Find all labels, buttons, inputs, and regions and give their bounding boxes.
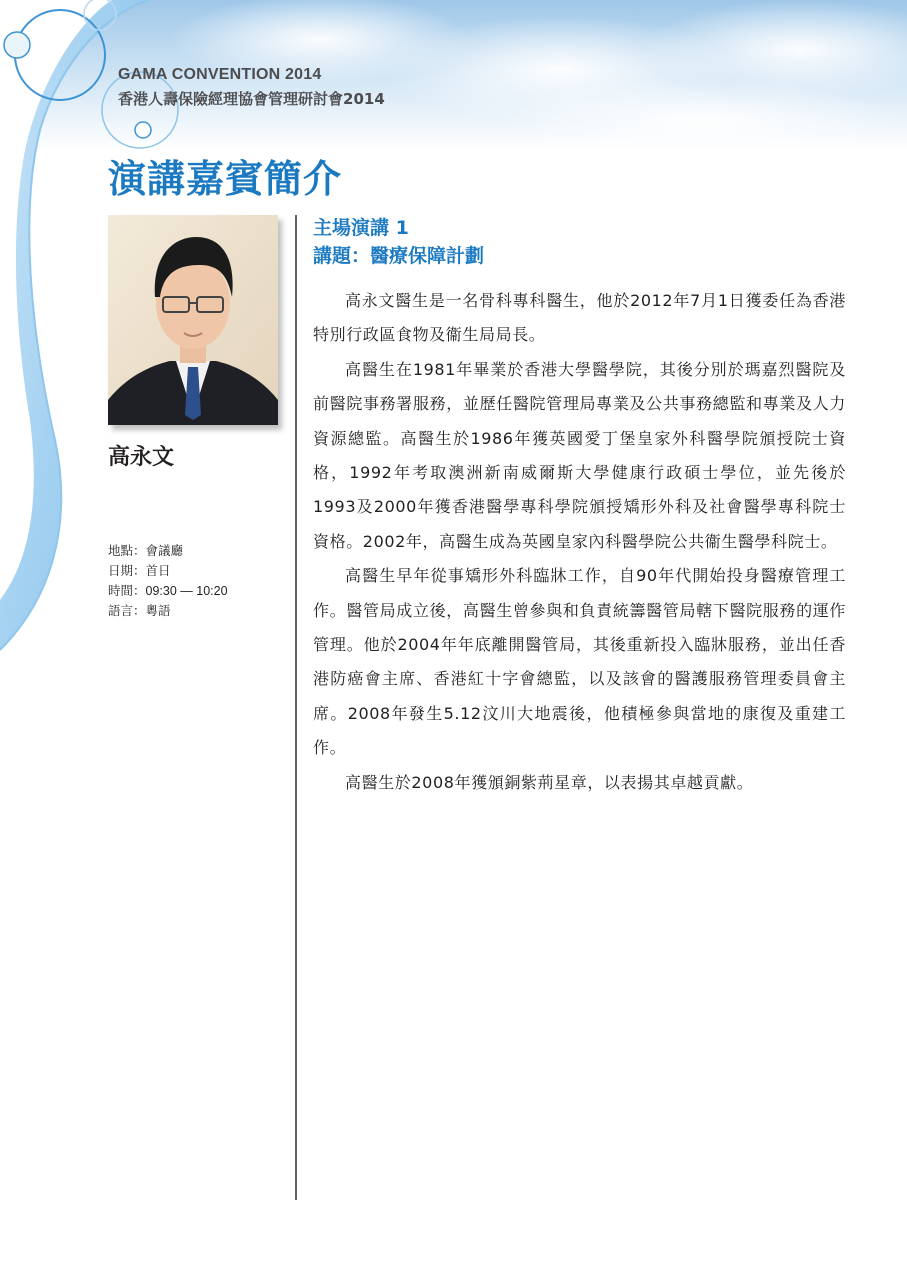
session-topic: 講題：醫療保障計劃 — [313, 245, 485, 267]
session-details — [108, 541, 288, 621]
detail-value: 09:30 — 10:20 — [145, 584, 228, 598]
detail-value: 粵語 — [145, 604, 171, 618]
bio-paragraph: 高醫生在1981年畢業於香港大學醫學院，其後分別於瑪嘉烈醫院及前醫院事務署服務，並歷任醫院管理局專業及公共事務總監和專業及人力資源總監。高醫生於1986年獲英國愛丁堡皇家外科醫學院頒授院士資格，1992年考取澳洲新南威爾斯大學健康行政碩士學位，並先後於1993及2000年獲香港醫學專科學院頒授矯形外科及社會醫學專科院士資格。2002年，高醫生成為英國皇家內科醫學院公共衞生醫學科院士。 — [313, 359, 846, 551]
speaker-biography — [313, 284, 846, 800]
bio-paragraph: 高永文醫生是一名骨科專科醫生，他於2012年7月1日獲委任為香港特別行政區食物及衞生局局長。 — [313, 291, 846, 345]
page-title: 演講嘉賓簡介 — [108, 157, 343, 201]
detail-date — [108, 561, 288, 581]
main-content — [313, 214, 846, 800]
detail-language — [108, 601, 288, 621]
speaker-name: 高永文 — [108, 445, 175, 470]
detail-label: 地點： — [108, 544, 146, 558]
bio-paragraph: 高醫生早年從事矯形外科臨牀工作，自90年代開始投身醫療管理工作。醫管局成立後，高醫生曾參與和負責統籌醫管局轄下醫院服務的運作管理。他於2004年年底離開醫管局，其後重新投入臨牀服務，並出任香港防癌會主席、香港紅十字會總監，以及該會的醫護服務管理委員會主席。2008年發生5.12汶川大地震後，他積極參與當地的康復及重建工作。 — [313, 566, 846, 758]
detail-label: 語言： — [108, 604, 146, 618]
conference-title-zh: 香港人壽保險經理協會管理研討會2014 — [118, 90, 385, 108]
detail-value: 會議廳 — [145, 544, 184, 558]
detail-venue — [108, 541, 288, 561]
detail-label: 時間： — [108, 584, 146, 598]
conference-title-en: GAMA CONVENTION 2014 — [118, 66, 322, 83]
session-label: 主場演講 1 — [313, 217, 409, 239]
speaker-photo — [108, 215, 278, 425]
detail-label: 日期： — [108, 564, 146, 578]
bio-paragraph: 高醫生於2008年獲頒銅紫荊星章，以表揚其卓越貢獻。 — [345, 772, 754, 792]
detail-value: 首日 — [145, 564, 171, 578]
detail-time — [108, 581, 288, 601]
column-divider — [295, 215, 297, 1200]
speaker-portrait-image — [108, 215, 278, 425]
